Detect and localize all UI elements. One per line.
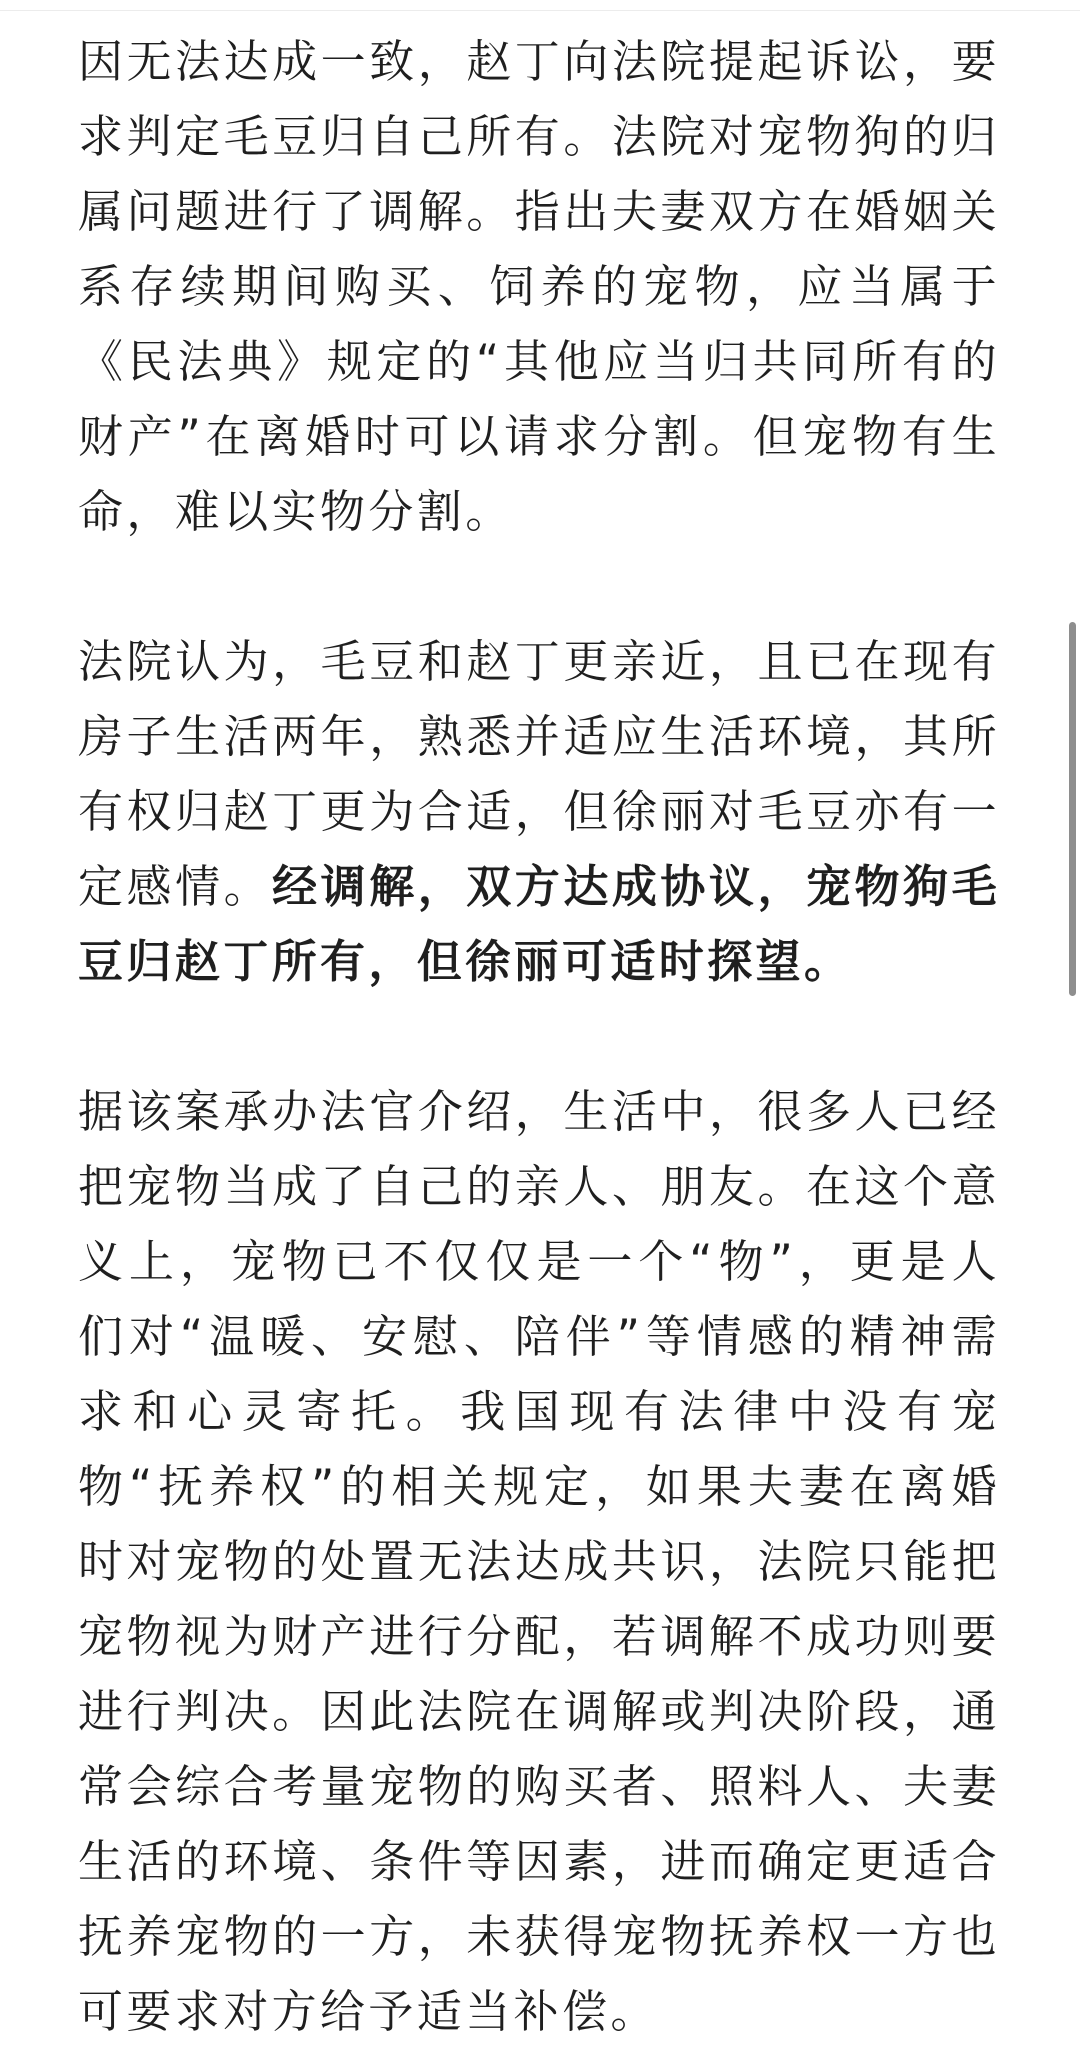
scrollbar-thumb[interactable] <box>1069 622 1076 996</box>
paragraph-3-text: 据该案承办法官介绍，生活中，很多人已经把宠物当成了自己的亲人、朋友。在这个意义上，宠物已不仅仅是一个“物”，更是人们对“温暖、安慰、陪伴”等情感的精神需求和心灵寄托。我国现有法律中没有宠物“抚养权”的相关规定，如果夫妻在离婚时对宠物的处置无法达成共识，法院只能把宠物视为财产进行分配，若调解不成功则要进行判决。因此法院在调解或判决阶段，通常会综合考量宠物的购买者、照料人、夫妻生活的环境、条件等因素，进而确定更适合抚养宠物的一方，未获得宠物抚养权一方也可要求对方给予适当补偿。 <box>78 1085 1000 2038</box>
paragraph-1 <box>78 24 1000 549</box>
scrollbar[interactable] <box>1064 0 1080 2046</box>
paragraph-3 <box>78 1074 1000 2049</box>
paragraph-2-bold-text: 经调解，双方达成协议，宠物狗毛豆归赵丁所有，但徐丽可适时探望。 <box>78 860 1000 988</box>
paragraph-1-text: 因无法达成一致，赵丁向法院提起诉讼，要求判定毛豆归自己所有。法院对宠物狗的归属问题进行了调解。指出夫妻双方在婚姻关系存续期间购买、饲养的宠物，应当属于《民法典》规定的“其他应当归共同所有的财产”在离婚时可以请求分割。但宠物有生命，难以实物分割。 <box>78 35 1000 538</box>
top-divider <box>0 10 1080 11</box>
article-body <box>78 24 1000 2049</box>
paragraph-2-text: 法院认为，毛豆和赵丁更亲近，且已在现有房子生活两年，熟悉并适应生活环境，其所有权归赵丁更为合适，但徐丽对毛豆亦有一定感情。 <box>78 635 1000 913</box>
paragraph-2 <box>78 624 1000 999</box>
